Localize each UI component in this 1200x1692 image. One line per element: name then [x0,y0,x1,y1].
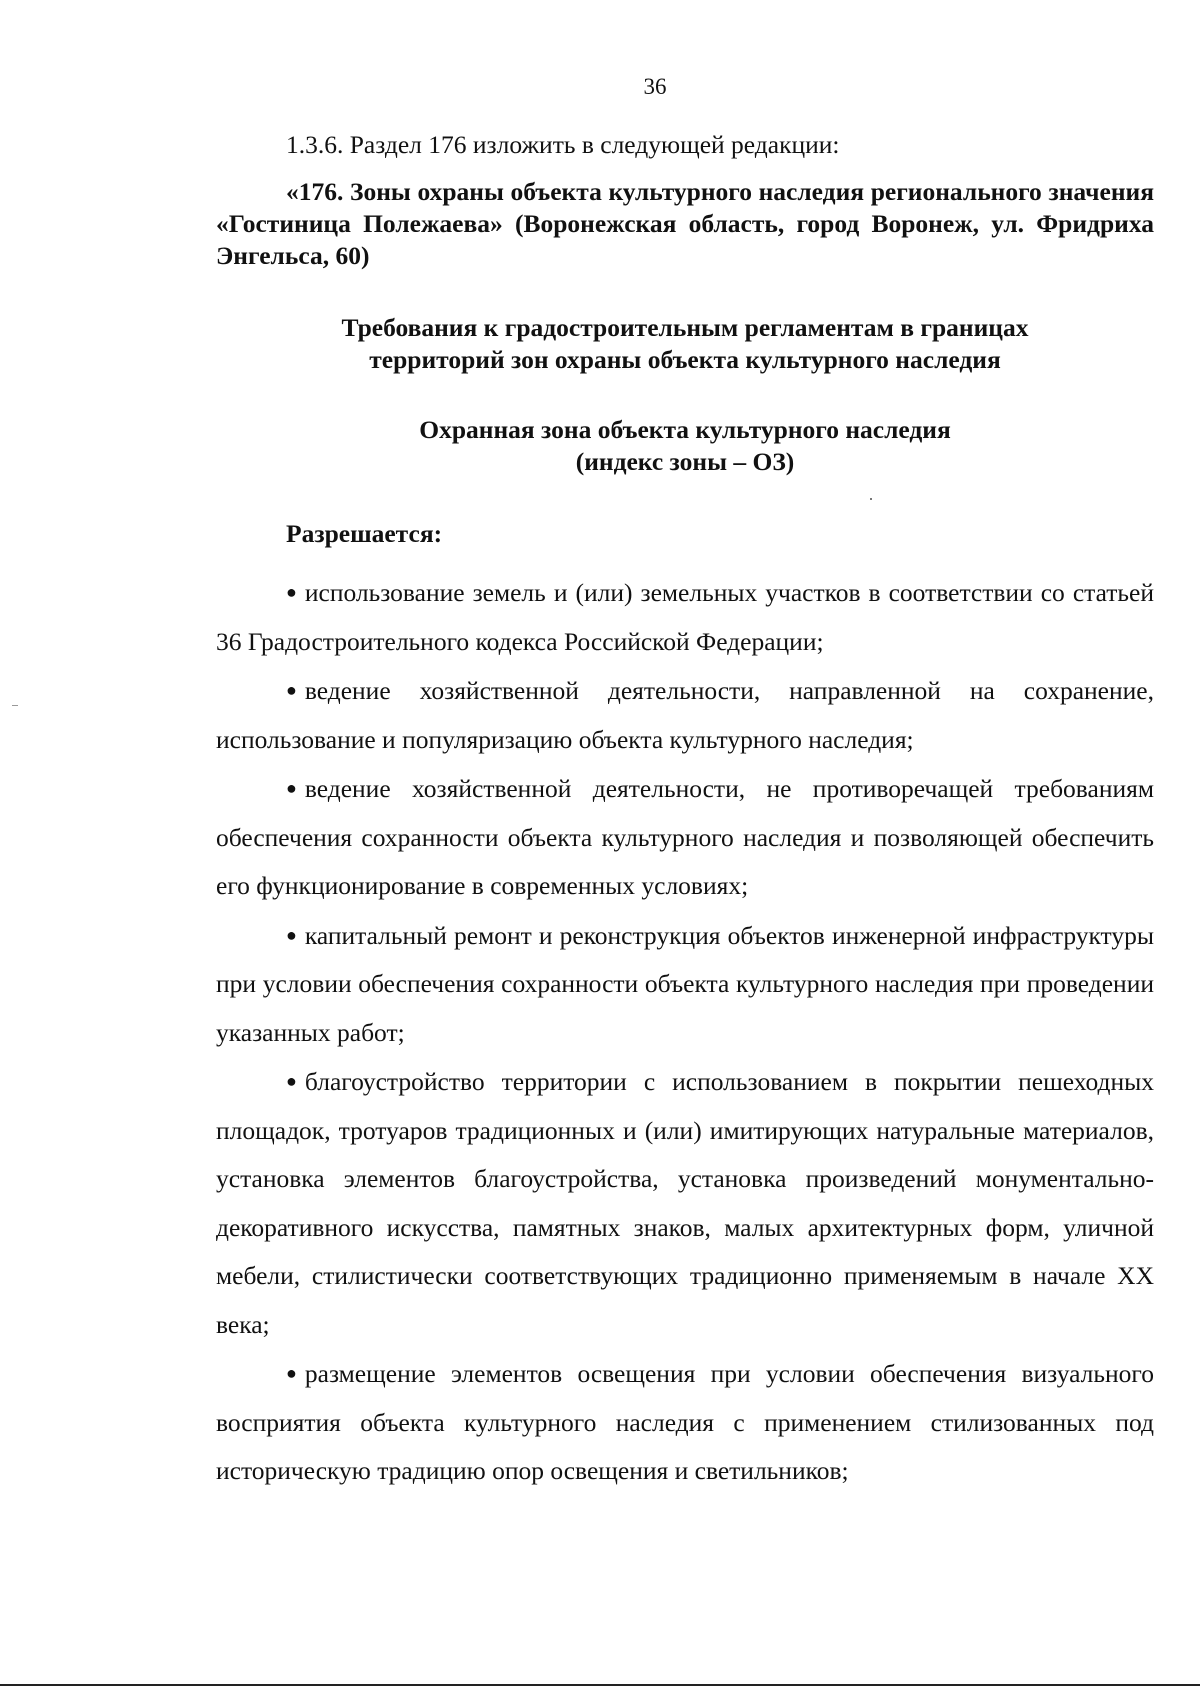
list-item [216,568,1154,666]
margin-mark [12,705,18,706]
list-item [216,911,1154,1058]
list-item [216,764,1154,911]
zone-heading [216,414,1154,478]
zone-heading-line1: Охранная зона объекта культурного наследия [419,415,951,444]
bullet-icon: ● [286,778,297,798]
list-item [216,666,1154,764]
bullet-icon: ● [286,582,297,602]
list-item-text: капитальный ремонт и реконструкция объектов инженерной инфраструктуры при условии обеспечения сохранности объекта культурного наследия при проведении указанных работ; [216,920,1154,1047]
scan-speck [870,498,872,500]
bullet-icon: ● [286,680,297,700]
allowed-list [216,568,1154,1496]
zone-heading-line2: (индекс зоны – ОЗ) [575,447,795,476]
requirements-heading [216,312,1154,376]
requirements-heading-line1: Требования к градостроительным регламентам в границах [341,313,1029,342]
list-item-text: ведение хозяйственной деятельности, не противоречащей требованиям обеспечения сохранности объекта культурного наследия и позволяющей обеспечить его функционирование в современных условиях; [216,774,1154,900]
zone-title: «176. Зоны охраны объекта культурного наследия регионального значения «Гостиница Полежаева» (Воронежская область, город Воронеж, ул. Фридриха Энгельса, 60) [216,177,1154,270]
page-number: 36 [643,74,667,99]
bullet-icon: ● [286,1071,297,1091]
bullet-icon: ● [286,1363,297,1383]
list-item-text: использование земель и (или) земельных участков в соответствии со статьей 36 Градостроительного кодекса Российской Федерации; [216,578,1154,656]
list-item [216,1349,1154,1496]
page-bottom-rule [0,1684,1200,1686]
list-item-text: ведение хозяйственной деятельности, направленной на сохранение, использование и популяризацию объекта культурного наследия; [216,676,1154,754]
allowed-label: Разрешается: [286,519,443,548]
document-body [216,128,1154,1496]
requirements-heading-line2: территорий зон охраны объекта культурного наследия [369,345,1001,374]
list-item [216,1057,1154,1349]
list-item-text: размещение элементов освещения при условии обеспечения визуального восприятия объекта культурного наследия с применением стилизованных под историческую традицию опор освещения и светильников; [216,1359,1154,1485]
amendment-intro: 1.3.6. Раздел 176 изложить в следующей редакции: [286,130,840,159]
bullet-icon: ● [286,924,297,945]
list-item-text: благоустройство территории с использованием в покрытии пешеходных площадок, тротуаров традиционных и (или) имитирующих натуральные материалов, установка элементов благоустройства, установка произведений монументально-декоративного искусства, памятных знаков, малых архитектурных форм, уличной мебели, стилистически соответствующих традиционно применяемым в начале XX века; [216,1067,1154,1339]
